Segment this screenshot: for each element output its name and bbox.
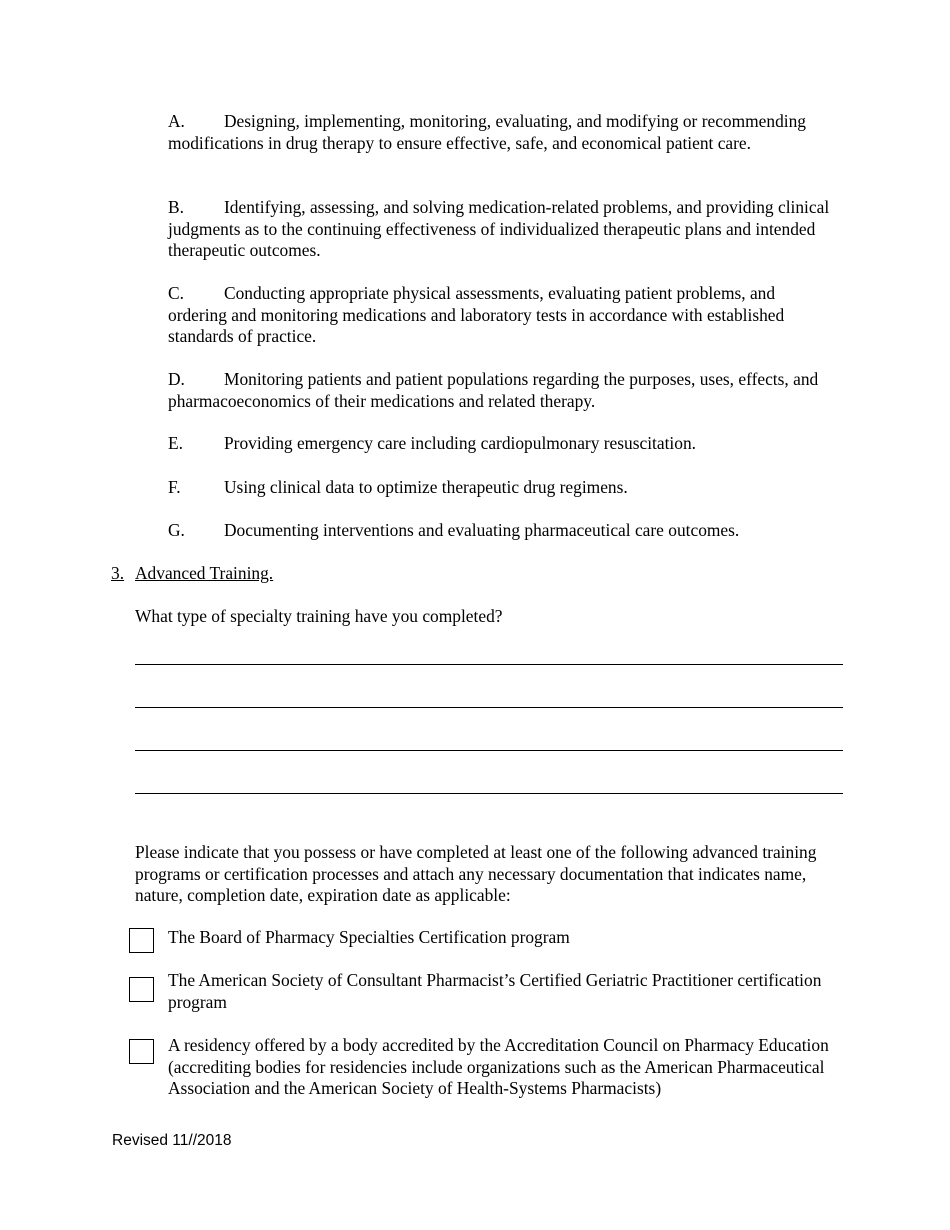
specialty-training-question: What type of specialty training have you completed?: [135, 606, 503, 626]
item-letter: D.: [168, 369, 185, 389]
revision-footer: Revised 11//2018: [112, 1132, 232, 1149]
answer-line-1[interactable]: [135, 664, 843, 665]
item-letter: G.: [168, 520, 185, 540]
item-letter: C.: [168, 283, 184, 303]
section-number: 3.: [111, 563, 125, 583]
list-item-c: [168, 283, 838, 348]
geriatric-practitioner-checkbox[interactable]: [129, 977, 154, 1002]
list-item-b: [168, 197, 838, 262]
item-text: Using clinical data to optimize therapeutic drug regimens.: [224, 477, 628, 497]
instruction-text: Please indicate that you possess or have completed at least one of the following advanced training programs or certification processes and attach any necessary documentation that indicates name, nature, completion date, expiration date as applicable:: [135, 842, 817, 905]
list-item-f: [168, 477, 838, 499]
item-text: Conducting appropriate physical assessments, evaluating patient problems, and ordering and monitoring medications and laboratory tests in accordance with established standards of practice.: [168, 283, 785, 346]
item-letter: B.: [168, 197, 184, 217]
item-text: Designing, implementing, monitoring, evaluating, and modifying or recommending modifications in drug therapy to ensure effective, safe, and economical patient care.: [168, 111, 807, 153]
list-item-d: [168, 369, 838, 412]
answer-line-3[interactable]: [135, 750, 843, 751]
answer-line-4[interactable]: [135, 793, 843, 794]
bps-certification-checkbox[interactable]: [129, 928, 154, 953]
list-item-a: [168, 111, 838, 154]
answer-line-2[interactable]: [135, 707, 843, 708]
section-heading: [111, 563, 273, 585]
item-letter: A.: [168, 111, 185, 131]
item-letter: E.: [168, 433, 183, 453]
list-item-g: [168, 520, 838, 542]
list-item-e: [168, 433, 838, 455]
geriatric-practitioner-label: The American Society of Consultant Pharmacist’s Certified Geriatric Practitioner certification program: [168, 970, 822, 1012]
item-text: Documenting interventions and evaluating pharmaceutical care outcomes.: [224, 520, 740, 540]
residency-checkbox[interactable]: [129, 1039, 154, 1064]
item-letter: F.: [168, 477, 181, 497]
bps-certification-label: The Board of Pharmacy Specialties Certification program: [168, 927, 570, 947]
item-text: Monitoring patients and patient populations regarding the purposes, uses, effects, and pharmacoeconomics of their medications and related therapy.: [168, 369, 819, 411]
item-text: Providing emergency care including cardiopulmonary resuscitation.: [224, 433, 696, 453]
item-text: Identifying, assessing, and solving medication-related problems, and providing clinical judgments as to the continuing effectiveness of individualized therapeutic plans and intended therapeutic outcomes.: [168, 197, 830, 260]
residency-label: A residency offered by a body accredited by the Accreditation Council on Pharmacy Education (accrediting bodies for residencies include organizations such as the American Pharmaceutical Association and the American Society of Health-Systems Pharmacists): [168, 1035, 829, 1098]
section-title: Advanced Training.: [135, 563, 274, 583]
